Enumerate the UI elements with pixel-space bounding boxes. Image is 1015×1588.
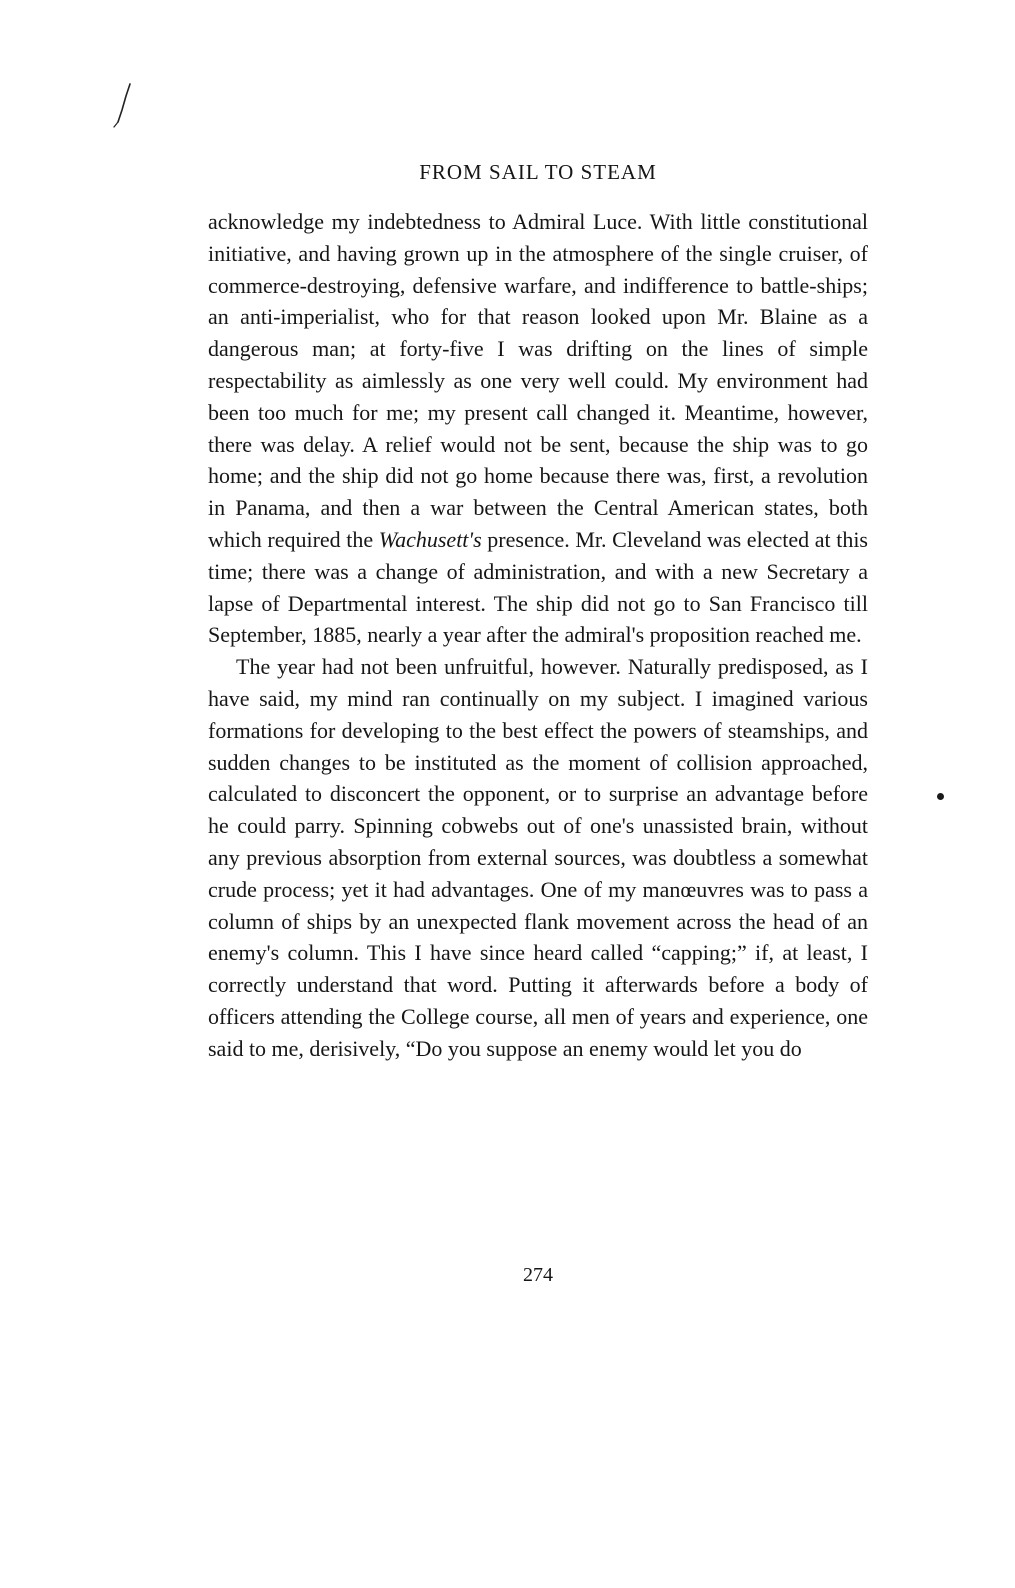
body-text [208, 206, 868, 1065]
paragraph-1-text-after: presence. Mr. Cleveland was elected at this time; there was a change of administration, and with a new Secretary a lapse of Departmental interest. The ship did not go to San Francisco till September, 1885, nearly a year after the admiral's proposition reached me. [208, 526, 868, 648]
page-number: 274 [523, 1264, 553, 1286]
paragraph-2: The year had not been unfruitful, however. Naturally predisposed, as I have said, my mind ran continually on my subject. I imagined various formations for developing to the best effect the powers of steamships, and sudden changes to be instituted as the moment of collision approached, calculated to disconcert the opponent, or to surprise an advantage before he could parry. Spinning cobwebs out of one's unassisted brain, without any previous absorption from external sources, was doubtless a somewhat crude process; yet it had advantages. One of my manœuvres was to pass a column of ships by an unexpected flank movement across the head of an enemy's column. This I have since heard called “capping;” if, at least, I correctly understand that word. Putting it afterwards before a body of officers attending the College course, all men of years and experience, one said to me, derisively, “Do you suppose an enemy would let you do [208, 654, 868, 1061]
running-head: FROM SAIL TO STEAM [419, 160, 657, 184]
ship-name-italic: Wachusett's [378, 526, 482, 552]
paragraph-1 [208, 206, 868, 651]
margin-dot [937, 793, 944, 800]
pencil-slash-mark [104, 80, 144, 130]
paragraph-1-text-before: acknowledge my indebtedness to Admiral Luce. With little constitutional initiative, and having grown up in the atmosphere of the single cruiser, of commerce-destroying, defensive warfare, and indifference to battle-ships; an anti-imperialist, who for that reason looked upon Mr. Blaine as a dangerous man; at forty-five I was drifting on the lines of simple respectability as aimlessly as one very well could. My environment had been too much for me; my present call changed it. Meantime, however, there was delay. A relief would not be sent, because the ship was to go home; and the ship did not go home because there was, first, a revolution in Panama, and then a war between the Central American states, both which required the [208, 209, 868, 552]
